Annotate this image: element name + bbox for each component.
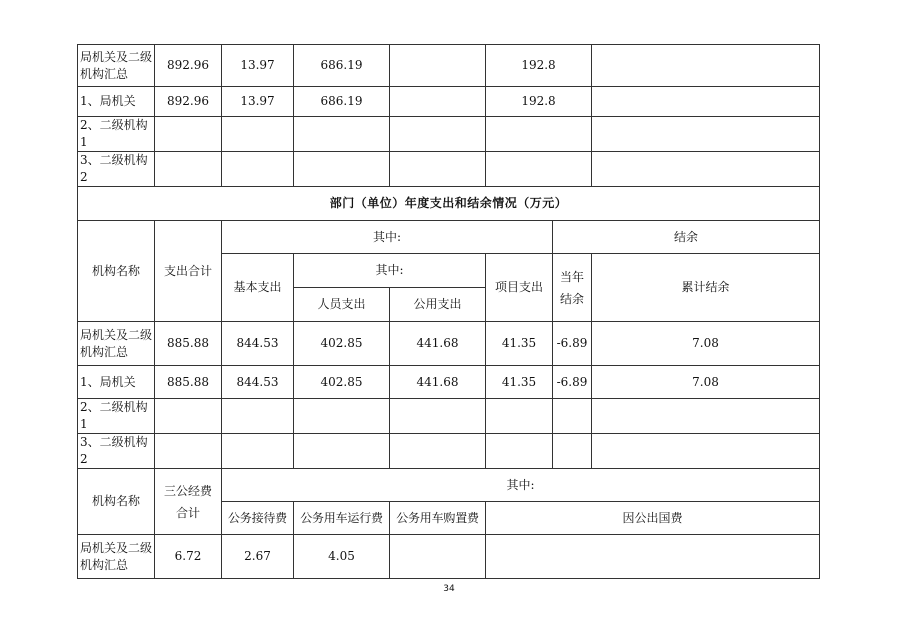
value-cell	[390, 152, 486, 187]
value-cell	[155, 152, 222, 187]
current-surplus-cell	[553, 399, 592, 434]
header-org-name: 机构名称	[78, 469, 155, 535]
total-cell: 885.88	[155, 366, 222, 399]
current-surplus-cell: -6.89	[553, 322, 592, 366]
header-overseas: 因公出国费	[486, 502, 820, 535]
total-cell	[155, 399, 222, 434]
header-reception: 公务接待费	[222, 502, 294, 535]
basic-cell	[222, 434, 294, 469]
value-cell: 892.96	[155, 87, 222, 117]
section-title-row	[78, 187, 820, 221]
value-cell	[592, 45, 820, 87]
value-cell	[592, 87, 820, 117]
value-cell: 686.19	[294, 45, 390, 87]
header-cumulative: 累计结余	[592, 254, 820, 322]
overseas-cell	[486, 535, 820, 579]
value-cell	[592, 152, 820, 187]
table-row	[78, 152, 820, 187]
value-cell	[222, 152, 294, 187]
value-cell: 192.8	[486, 87, 592, 117]
vehicle-operation-cell: 4.05	[294, 535, 390, 579]
project-cell: 41.35	[486, 322, 553, 366]
basic-cell	[222, 399, 294, 434]
public-cell: 441.68	[390, 366, 486, 399]
table-row	[78, 399, 820, 434]
reception-cell: 2.67	[222, 535, 294, 579]
cumulative-cell: 7.08	[592, 322, 820, 366]
personnel-cell: 402.85	[294, 366, 390, 399]
table-row	[78, 87, 820, 117]
value-cell	[294, 152, 390, 187]
header-three-public-total	[155, 469, 222, 535]
personnel-cell	[294, 434, 390, 469]
header-current-year	[553, 254, 592, 322]
personnel-cell	[294, 399, 390, 434]
project-cell	[486, 434, 553, 469]
page-number: 34	[443, 584, 455, 594]
header-vehicle-operation: 公务用车运行费	[294, 502, 390, 535]
value-cell	[592, 117, 820, 152]
header-total: 支出合计	[155, 221, 222, 322]
value-cell: 686.19	[294, 87, 390, 117]
header-row	[78, 221, 820, 254]
total-cell: 6.72	[155, 535, 222, 579]
header-of-which: 其中:	[222, 221, 553, 254]
cumulative-cell	[592, 434, 820, 469]
personnel-cell: 402.85	[294, 322, 390, 366]
header-of-which-2: 其中:	[294, 254, 486, 288]
org-name-cell: 3、二级机构 2	[78, 434, 155, 469]
org-name-cell: 3、二级机构 2	[78, 152, 155, 187]
header-basic: 基本支出	[222, 254, 294, 322]
public-cell	[390, 434, 486, 469]
public-cell	[390, 399, 486, 434]
header-current-year-label: 当年结余	[559, 269, 584, 306]
org-name-cell: 1、局机关	[78, 87, 155, 117]
total-cell	[155, 434, 222, 469]
section-title: 部门（单位）年度支出和结余情况（万元）	[78, 187, 820, 221]
org-name-cell: 2、二级机构 1	[78, 117, 155, 152]
org-name-cell: 局机关及二级机构汇总	[78, 535, 155, 579]
budget-table	[77, 44, 820, 579]
value-cell: 13.97	[222, 87, 294, 117]
basic-cell: 844.53	[222, 322, 294, 366]
value-cell	[155, 117, 222, 152]
value-cell: 13.97	[222, 45, 294, 87]
value-cell	[486, 152, 592, 187]
value-cell	[222, 117, 294, 152]
org-name-cell: 局机关及二级机构汇总	[78, 322, 155, 366]
public-cell: 441.68	[390, 322, 486, 366]
current-surplus-cell: -6.89	[553, 366, 592, 399]
table-row	[78, 117, 820, 152]
project-cell: 41.35	[486, 366, 553, 399]
value-cell: 892.96	[155, 45, 222, 87]
header-of-which: 其中:	[222, 469, 820, 502]
basic-cell: 844.53	[222, 366, 294, 399]
value-cell	[390, 45, 486, 87]
table-row	[78, 322, 820, 366]
table-row	[78, 434, 820, 469]
header-personnel: 人员支出	[294, 288, 390, 322]
header-project: 项目支出	[486, 254, 553, 322]
header-row	[78, 469, 820, 502]
table-row	[78, 366, 820, 399]
vehicle-purchase-cell	[390, 535, 486, 579]
header-vehicle-purchase: 公务用车购置费	[390, 502, 486, 535]
org-name-cell: 局机关及二级机构汇总	[78, 45, 155, 87]
cumulative-cell: 7.08	[592, 366, 820, 399]
header-org-name: 机构名称	[78, 221, 155, 322]
org-name-cell: 1、局机关	[78, 366, 155, 399]
value-cell	[390, 87, 486, 117]
header-surplus: 结余	[553, 221, 820, 254]
current-surplus-cell	[553, 434, 592, 469]
value-cell	[390, 117, 486, 152]
value-cell	[294, 117, 390, 152]
table-row	[78, 535, 820, 579]
project-cell	[486, 399, 553, 434]
value-cell	[486, 117, 592, 152]
table-row	[78, 45, 820, 87]
cumulative-cell	[592, 399, 820, 434]
value-cell: 192.8	[486, 45, 592, 87]
header-public: 公用支出	[390, 288, 486, 322]
header-three-public-total-label: 三公经费合计	[163, 483, 212, 520]
total-cell: 885.88	[155, 322, 222, 366]
org-name-cell: 2、二级机构 1	[78, 399, 155, 434]
